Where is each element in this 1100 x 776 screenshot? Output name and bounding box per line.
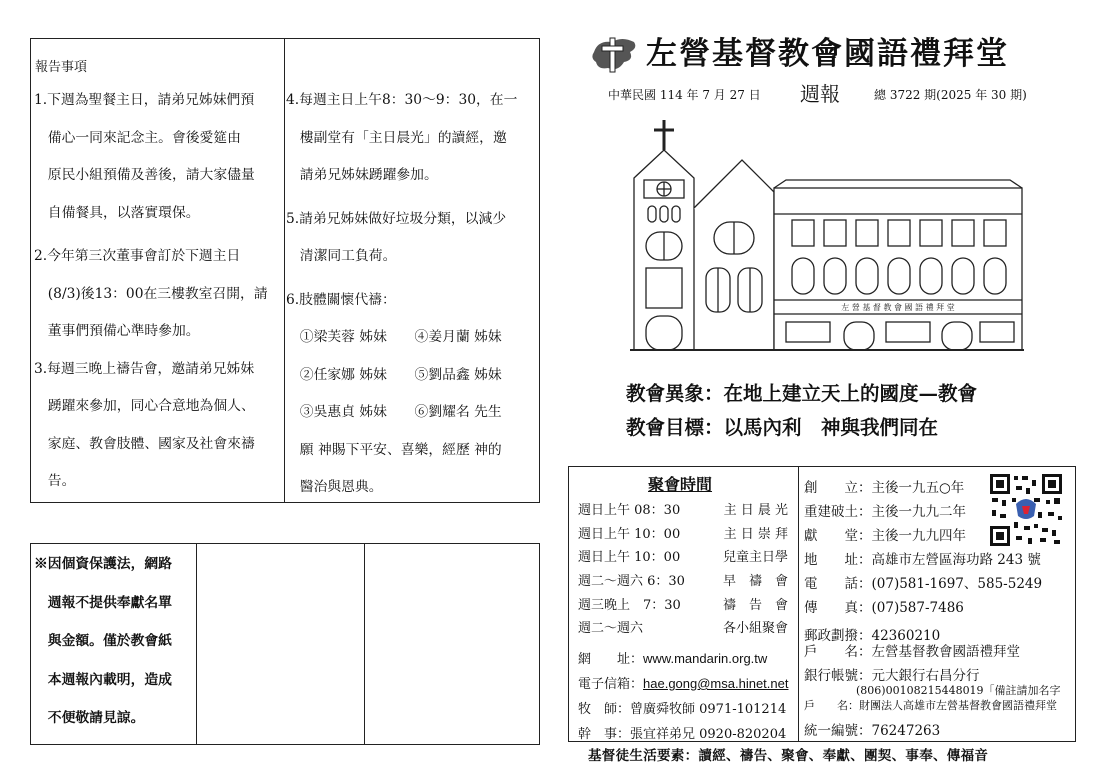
list-item: 樓副堂有「主日晨光」的讀經，邀 xyxy=(286,129,507,146)
building-sign: 左 營 基 督 教 會 國 語 禮 拜 堂 xyxy=(841,303,955,312)
list-item: 1.下週為聖餐主日，請弟兄姊妹們預 xyxy=(34,92,255,108)
email-row: 電子信箱：hae.gong@msa.hinet.net xyxy=(578,676,789,692)
deacon-contact: 幹 事：張宜祥弟兄 0920-820204 xyxy=(578,727,787,742)
offering-divider-2 xyxy=(364,543,365,745)
list-item: 告。 xyxy=(34,473,76,489)
church-info: 創 立：主後一九五○年 重建破土：主後一九九二年 獻 堂：主後一九九四年 地 址：高雄市左營區海功路 243 號 電 話：(07)581-1697、585-5249 傳 真：(07)587-7486 郵政劃撥：42360210 戶 名：左營基督教會國語禮拜堂 銀行帳號：元大銀行右昌分行 (806)00108215448019「備註請加名字 戶 名：財團法人高雄市左營基督教會國語禮拜堂 統一編號：76247263 xyxy=(804,480,1061,739)
list-item: 家庭、教會肢體、國家及社會來禱 xyxy=(34,435,255,452)
announcements-divider xyxy=(284,38,285,503)
bulletin-issue: 總 3722 期(2025 年 30 期) xyxy=(874,88,1027,102)
church-logo-icon xyxy=(588,34,640,76)
table-row: 週三晚上 7：30 禱 告 會 xyxy=(578,597,788,613)
list-item: 3.每週三晚上禱告會，邀請弟兄姊妹 xyxy=(34,360,255,377)
list-item: ③吳惠貞 姊妹 ⑥劉耀名 先生 xyxy=(286,404,502,420)
pastor-contact: 牧 師：曾廣舜牧師 0971-101214 xyxy=(578,702,787,717)
list-item: 4.每週主日上午8：30～9：30，在一 xyxy=(286,92,518,108)
list-item: 原民小組預備及善後，請大家儘量 xyxy=(34,167,255,183)
list-item: 醫治與恩典。 xyxy=(286,479,383,495)
church-building-illustration xyxy=(630,118,1024,354)
bulletin-date: 中華民國 114 年 7 月 27 日 xyxy=(608,88,761,102)
schedule-title: 聚會時間 xyxy=(648,475,713,494)
website-link[interactable]: www.mandarin.org.tw xyxy=(643,651,768,666)
list-item: 清潔同工負荷。 xyxy=(286,248,397,264)
schedule-table xyxy=(578,497,788,639)
footer-motto: 基督徒生活要素：讀經、禱告、聚會、奉獻、團契、事奉、傳福音 xyxy=(588,748,989,764)
list-item: 願 神賜下平安、喜樂，經歷 神的 xyxy=(286,441,502,458)
list-item: 董事們預備心準時參加。 xyxy=(34,323,200,339)
offering-divider-1 xyxy=(196,543,197,745)
list-item: 5.請弟兄姊妹做好垃圾分類，以減少 xyxy=(286,210,507,227)
church-vision: 教會異象：在地上建立天上的國度—教會 xyxy=(626,382,978,405)
website-row: 網 址：www.mandarin.org.tw xyxy=(578,651,768,667)
list-item: 備心一同來記念主。會後愛筵由 xyxy=(34,129,241,146)
table-row: 週日上午 10：00 主 日 崇 拜 xyxy=(578,526,788,542)
table-row: 週二～週六 各小組聚會 xyxy=(578,621,788,637)
list-item: 6.肢體關懷代禱： xyxy=(286,291,396,308)
qr-code-icon[interactable] xyxy=(988,472,1064,548)
info-divider xyxy=(798,466,799,742)
announcements-col2 xyxy=(286,82,517,507)
list-item: (8/3)後13：00在三樓教室召開，請 xyxy=(34,285,268,302)
list-item: 踴躍來參加，同心合意地為個人、 xyxy=(34,398,255,414)
bulletin-label: 週報 xyxy=(800,82,840,106)
announcements-col1 xyxy=(34,82,268,501)
list-item: ①梁芙蓉 姊妹 ④姜月蘭 姊妹 xyxy=(286,329,502,345)
church-name: 左營基督教會國語禮拜堂 xyxy=(646,36,1009,72)
email-link[interactable]: hae.gong@msa.hinet.net xyxy=(643,676,789,691)
list-item: 自備餐具，以落實環保。 xyxy=(34,204,200,221)
table-row: 週日上午 08：30 主 日 晨 光 xyxy=(578,503,788,519)
list-item: 2.今年第三次董事會訂於下週主日 xyxy=(34,248,241,264)
church-goal: 教會目標：以馬內利 神與我們同在 xyxy=(626,416,939,439)
table-row: 週日上午 10：00 兒童主日學 xyxy=(578,550,788,566)
list-item: 請弟兄姊妹踴躍參加。 xyxy=(286,167,438,183)
list-item: ②任家娜 姊妹 ⑤劉品鑫 姊妹 xyxy=(286,366,502,383)
privacy-notice: ※因個資保護法，網路 週報不提供奉獻名單 與金額。僅於教會紙 本週報內載明，造成 不便敬請見諒。 xyxy=(34,556,172,726)
table-row: 週二～週六 6：30 早 禱 會 xyxy=(578,574,788,590)
announcements-heading: 報告事項 xyxy=(35,60,88,75)
